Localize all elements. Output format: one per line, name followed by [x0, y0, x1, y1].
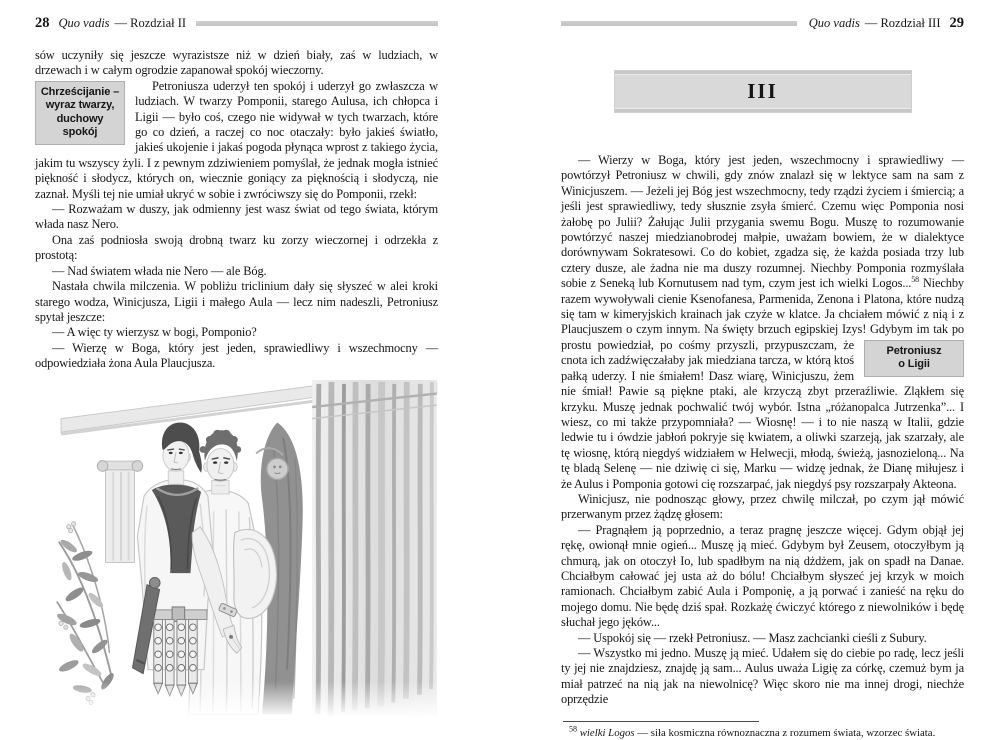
body-text-right — [561, 153, 964, 708]
header-rule-left — [196, 21, 438, 26]
running-title-left: Quo vadis — [58, 15, 110, 30]
footnote-term: wielki Logos — [579, 726, 635, 739]
paragraph: — Wszystko mi jedno. Muszę ją mieć. Udałem się do ciebie po radę, lecz jeśli ty jej nie znajdziesz, znajdę ją sam... Aulus uważa Ligię za córkę, czemuż bym ja miał patrzeć na nią jak na niewolnicę? Więc skoro nie ma innej drogi, niechże oprzędzie — [561, 646, 964, 707]
bottom-fade — [55, 681, 436, 718]
page-number-right: 29 — [949, 14, 964, 31]
paragraph: Ona zaś podniosła swoją drobną twarz ku zorzy wieczornej i odrzekła z prostotą: — [35, 232, 438, 263]
running-chapter-right: — Rozdział III — [864, 15, 941, 30]
footnote-definition: — siła kosmiczna równoznaczna z rozumem świata, wzorzec świata. — [634, 726, 936, 739]
paragraph-text: cnota ich zadźwięczałaby jak miedziana tarcza, w którą ktoś pałką uderzy. I nie śmiałem! Dasz wiarę, Winicjuszu, żem nie śmiał! Pawie są piękne ptaki, ale krzyczą zbyt przeraźliwie. Zląkłem się krzyku. Muszę jednak pochwalić twój wybór. Istna „różanopalca Jutrzenka”... I wiesz, co mi także przypomniała? — Wiosnę! — i to nie naszą w Italii, gdzie ledwie tu i ówdzie jabłoń pokryje się kwiatem, a oliwki szarzeją, jak szarzały, ale tę wiosnę, którą niegdyś widziałem w Helwecji, młodą, świeżą, jasnozieloną... Na tę bladą Selenę — nie dziwię ci się, Marku — widzę jednak, że Dianę miłujesz i że Aulus i Pomponia gotowi cię rozszarpać, jak niegdyś psy rozszarpały Akteona. — [561, 353, 964, 491]
right-column — [312, 380, 437, 716]
chapter-number: III — [747, 79, 778, 103]
margin-note-line: wyraz twarzy, — [45, 99, 115, 112]
margin-note-christians — [35, 81, 125, 145]
margin-note-line: Petroniusz — [886, 344, 942, 357]
paragraph: — Nad światem włada nie Nero — ale Bóg. — [52, 263, 267, 278]
paragraph: — Rozważam w duszy, jak odmienny jest wasz świat od tego świata, którym włada nasz Nero. — [35, 202, 438, 232]
footnote-ref: 58 — [911, 275, 920, 285]
page-left — [35, 14, 438, 718]
paragraph: — Uspokój się — rzekł Petroniusz. — Masz zachcianki cieśli z Subury. — [578, 630, 927, 645]
paragraph: — A więc ty wierzysz w bogi, Pomponio? — [52, 325, 257, 340]
margin-note-line: o Ligii — [898, 358, 930, 371]
running-header-left — [35, 14, 438, 32]
running-header-right — [561, 14, 964, 32]
body-text-left — [35, 48, 438, 372]
paragraph — [35, 79, 438, 202]
footnote-number: 58 — [569, 724, 577, 734]
paragraph: Winicjusz, nie podnosząc głowy, przez chwilę milczał, po czym jął mówić przerwanym przez żądzę głosem: — [561, 491, 964, 522]
paragraph: — Pragnąłem ją poprzednio, a teraz pragnę jeszcze więcej. Gdym objął jej rękę, owionął mnie ogień... Muszę ją mieć. Gdybym był Zeusem, otoczyłbym ją chmurą, jak on otoczył Io, lub spadłbym na nią dżdżem, jak on spadł na Danae. Chciałbym całować jej usta aż do bólu! Chciałbym słyszeć jej krzyk w moich ramionach. Chciałbym zabić Aula i Pomponię, a ją porwać i zanieść na ręku do mojego domu. Nie będę dziś spał. Rozkażę ćwiczyć którego z niewolników i będę słuchał jego jęków... — [561, 522, 964, 630]
chapter-banner — [614, 70, 912, 113]
page-number-left: 28 — [35, 14, 50, 31]
footnote — [561, 721, 964, 740]
paragraph — [561, 153, 964, 492]
margin-note-petroniusz — [864, 340, 964, 377]
paragraph-text: — Wierzy w Boga, który jest jeden, wszechmocny i sprawiedliwy — powtórzył Petroniusz w chwili, gdy znów znalazł się w lektyce sam na sam z Winicjuszem. — Jeżeli jej Bóg jest wszechmocny, tedy rządzi życiem i śmiercią; a jeśli jest sprawiedliwy, tedy słusznie zsyła śmierć. Czemu więc Pomponia nosi żałobę po Julii? Żałując Julii przygania swemu Bogu. Muszę to rozumowanie powtórzyć naszej miedzianobrodej małpie, uważam bowiem, że w dialektyce dorównywam Sokratesowi. Co do kobiet, zgadza się, że każda posiada trzy lub cztery dusze, ale żadna nie ma duszy rozumnej. Niechby Pomponia rozmyślała sobie z Seneką lub Kornutusem nad tym, czym jest ich wielki Logos... — [561, 153, 964, 291]
footnote-rule — [563, 721, 759, 722]
header-rule-right — [561, 21, 797, 26]
paragraph: Nastała chwila milczenia. W pobliżu triclinium dały się słyszeć w alei kroki starego wodza, Winicjusza, Ligii i małego Aula — lecz nim nadeszli, Petroniusz spytał jeszcze: — [35, 279, 438, 324]
left-column — [97, 460, 142, 562]
margin-note-line: duchowy spokój — [56, 112, 104, 139]
footnote-text — [561, 724, 964, 740]
illustration-two-romans — [55, 380, 437, 718]
running-title-right: Quo vadis — [808, 15, 860, 30]
paragraph-text: Petroniusza uderzył ten spokój i uderzył go zwłaszcza w ludziach. W twarzy Pomponii, starego Aulusa, ich chłopca i Ligii — było coś, czego nie widywał w tych twarzach, które go co dzień, a raczej co noc otaczały: było jakieś światło, jakieś ukojenie i jakaś pogoda płynąca wprost z takiego życia, jakim tu wszyscy żyli. I z pewnym zdziwieniem pomyślał, że jednak mogła istnieć piękność i słodycz, których on, wiecznie goniący za pięknością i słodyczą, nie zaznał. Myśli tej nie umiał ukryć w sobie i zwróciwszy się do Pomponii, rzekł: — [35, 78, 438, 201]
margin-note-line: Chrześcijanie – — [40, 85, 120, 98]
page-right — [561, 14, 964, 740]
paragraph-text: Niechby razem wywoływali cienie Ksenofanesa, Parmenida, Zenona i Platona, które nudzą się tam w kimeryjskich krainach jak czyże w klatce. Ja chciałem mówić z nią i z Plaucjuszem o czym innym. Na święty brzuch egipskiej Izys! Gdybym im tak po prostu powiedział, po cośmy przyszli, przypuszczam, że — [561, 276, 964, 352]
paragraph: sów uczyniły się jeszcze wyrazistsze niż w dzień biały, zaś w ludziach, w drzewach i w całym ogrodzie zapanował spokój wieczorny. — [35, 48, 438, 78]
paragraph: — Wierzę w Boga, który jest jeden, sprawiedliwy i wszechmocny — odpowiedziała żona Aula Plaucjusza. — [35, 340, 438, 371]
running-chapter-left: — Rozdział II — [114, 15, 187, 30]
